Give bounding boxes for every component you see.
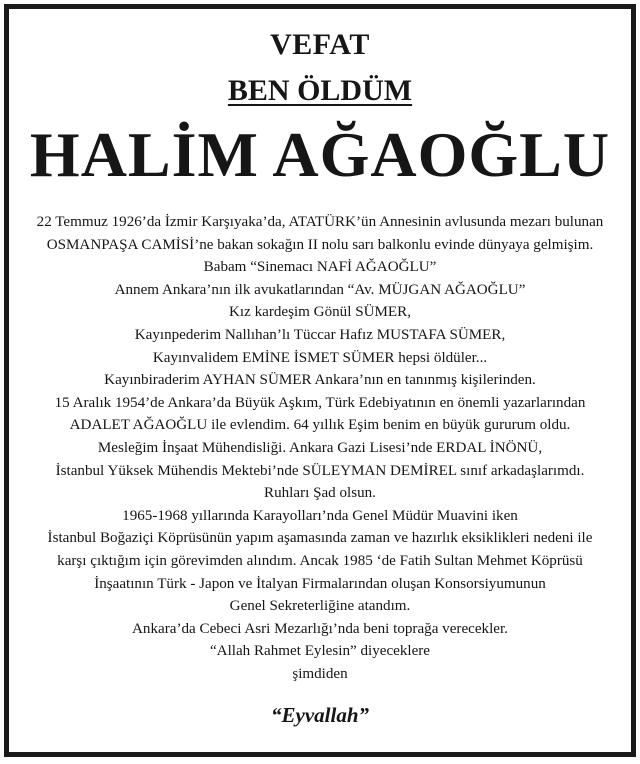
body-line: Kayınvalidem EMİNE İSMET SÜMER hepsi öldüler... [152,349,488,366]
body-line: şimdiden [292,665,348,682]
body-line: “Allah Rahmet Eylesin” diyeceklere [209,643,431,660]
body-line: Kayınpederim Nallıhan’lı Tüccar Hafız MUSTAFA SÜMER, [134,326,506,343]
body-line: ADALET AĞAOĞLU ile evlendim. 64 yıllık Eşim benim en büyük gururum oldu. [69,417,571,434]
body-line: Kız kardeşim Gönül SÜMER, [229,304,411,321]
notice-subtitle: BEN ÖLDÜM [227,74,413,107]
body-line: Ruhları Şad olsun. [264,485,376,502]
body-line: 15 Aralık 1954’de Ankara’da Büyük Aşkım, Türk Edebiyatının en önemli yazarlarından [54,394,586,411]
body-line: Annem Ankara’nın ilk avukatlarından “Av. MÜJGAN AĞAOĞLU” [114,281,526,298]
body-line: Mesleğim İnşaat Mühendisliği. Ankara Gazi Lisesi’nde ERDAL İNÖNÜ, [97,439,543,456]
notice-body [16,211,624,685]
body-line: İstanbul Yüksek Mühendis Mektebi’nde SÜLEYMAN DEMİREL sınıf arkadaşlarımdı. [55,462,585,479]
body-line: 1965-1968 yıllarında Karayolları’nda Genel Müdür Muavini iken [122,507,518,524]
body-line: İnşaatının Türk - Japon ve İtalyan Firmalarından oluşan Konsorsiyumunun [94,575,546,592]
body-line: Genel Sekreterliğine atandım. [229,598,411,615]
body-line: Ankara’da Cebeci Asri Mezarlığı’nda beni toprağa verecekler. [132,620,508,637]
notice-label: VEFAT [270,28,370,61]
body-line: OSMANPAŞA CAMİSİ’ne bakan sokağın II nolu sarı balkonlu evinde dünyaya gelmişim. [46,236,594,253]
body-line: İstanbul Boğaziçi Köprüsünün yapım aşamasında zaman ve hazırlık eksiklikleri nedeni ile [47,530,593,547]
body-line: 22 Temmuz 1926’da İzmir Karşıyaka’da, ATATÜRK’ün Annesinin avlusunda mezarı bulunan [36,214,604,230]
body-line: Babam “Sinemacı NAFİ AĞAOĞLU” [203,259,437,276]
closing-word: “Eyvallah” [271,703,369,727]
body-line: karşı çıktığım için görevimden alındım. Ancak 1985 ‘de Fatih Sultan Mehmet Köprüsü [57,552,583,569]
deceased-name: HALİM AĞAOĞLU [29,119,611,190]
body-line: Kayınbiraderim AYHAN SÜMER Ankara’nın en tanınmış kişilerinden. [104,372,536,389]
